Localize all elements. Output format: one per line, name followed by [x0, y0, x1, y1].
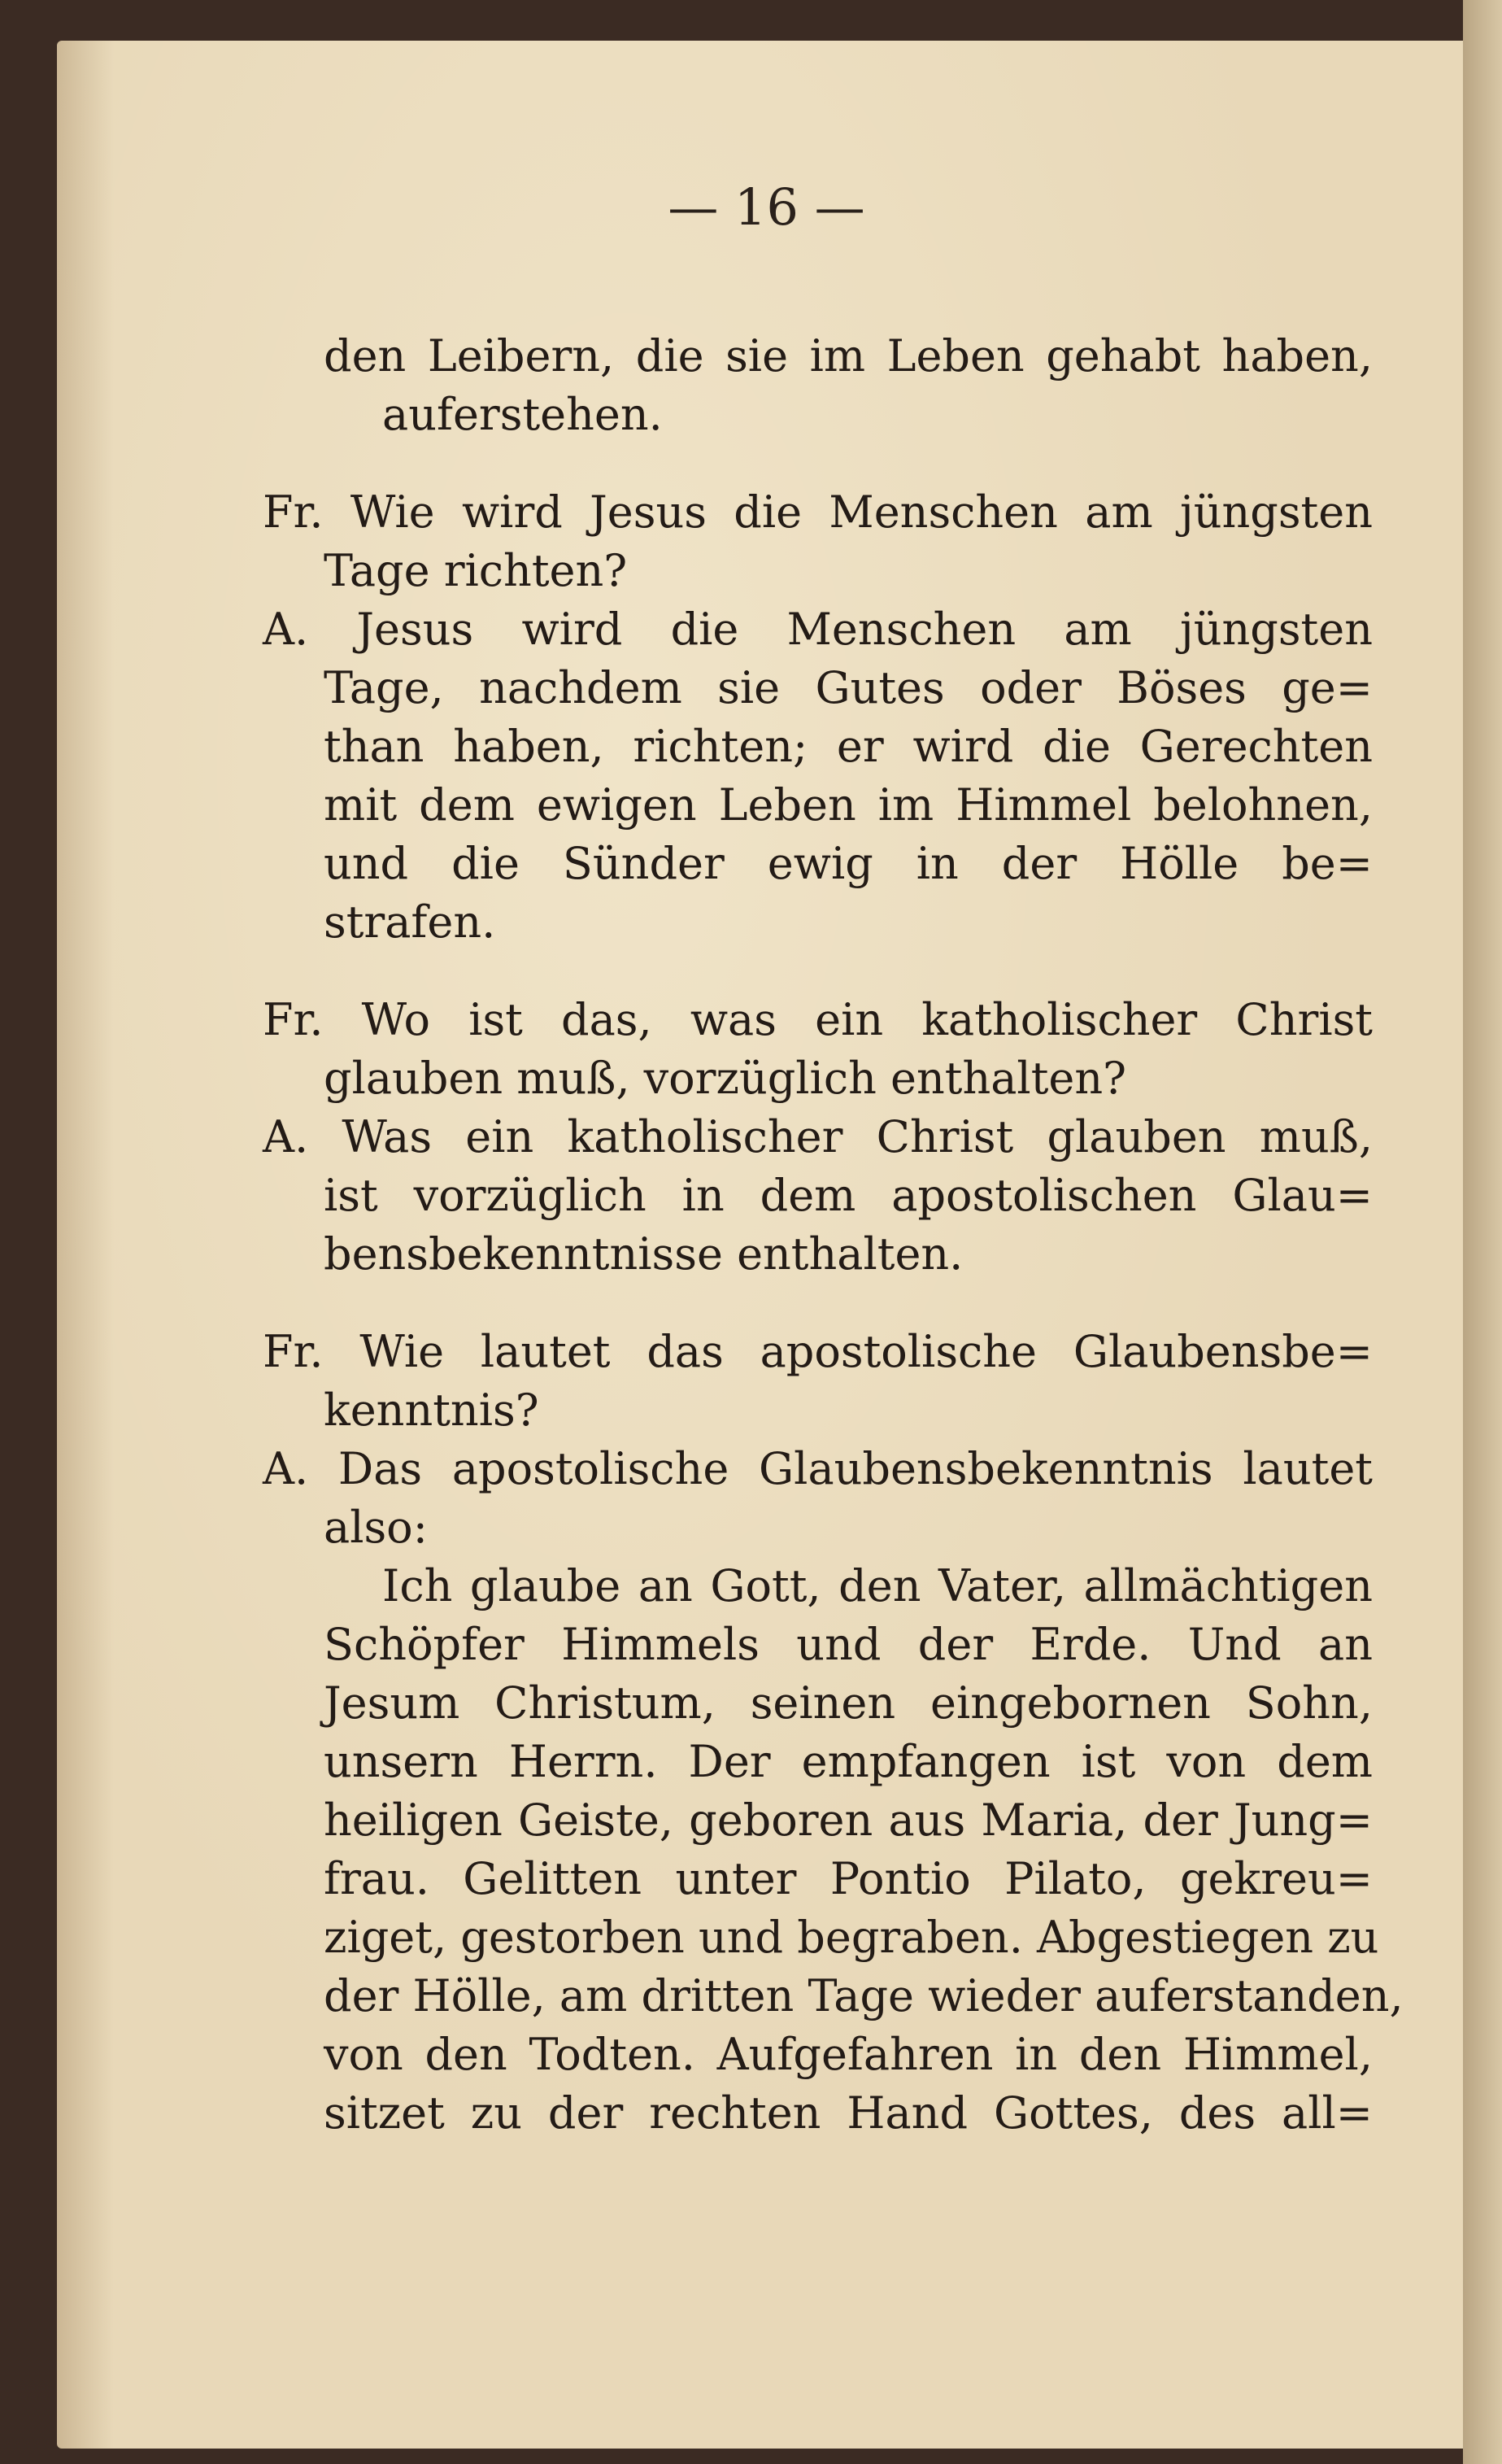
text-line: strafen. [324, 896, 496, 948]
creed-line: Schöpfer Himmels und der Erde. Und an [324, 1619, 1373, 1670]
creed-line: frau. Gelitten unter Pontio Pilato, gekreu= [324, 1853, 1373, 1904]
creed-line: Jesum Christum, seinen eingebornen Sohn, [324, 1677, 1373, 1729]
text-line: den Leibern, die sie im Leben gehabt haben, [324, 330, 1373, 382]
text-line: und die Sünder ewig in der Hölle be= [324, 838, 1373, 889]
creed-line: sitzet zu der rechten Hand Gottes, des all= [324, 2087, 1373, 2139]
creed-line: von den Todten. Aufgefahren in den Himmel, [324, 2029, 1373, 2080]
paragraph-gap [324, 1284, 1373, 1323]
text-line: mit dem ewigen Leben im Himmel belohnen, [324, 779, 1373, 831]
paragraph-gap [324, 952, 1373, 991]
adjacent-page-edge [1463, 0, 1502, 2464]
text-line: than haben, richten; er wird die Gerechten [324, 721, 1373, 772]
creed-line: heiligen Geiste, geboren aus Maria, der Jung= [324, 1795, 1373, 1846]
text-line: bensbekenntnisse enthalten. [324, 1228, 964, 1280]
creed-line: der Hölle, am dritten Tage wieder auferstanden, [324, 1970, 1404, 2021]
answer-line: A. Jesus wird die Menschen am jüngsten [263, 604, 1373, 655]
text-line: Tage richten? [324, 545, 628, 596]
text-line: kenntnis? [324, 1385, 539, 1436]
text-line: ist vorzüglich in dem apostolischen Glau= [324, 1170, 1373, 1221]
text-line: also: [324, 1502, 428, 1553]
text-line: auferstehen. [382, 389, 663, 440]
creed-line: ziget, gestorben und begraben. Abgestiegen zu [324, 1912, 1379, 1963]
creed-line: unsern Herrn. Der empfangen ist von dem [324, 1736, 1373, 1787]
page-text [263, 327, 1404, 2143]
paragraph-gap [324, 444, 1373, 483]
answer-line: A. Das apostolische Glaubensbekenntnis lautet [263, 1443, 1373, 1494]
page-number: — 16 — [668, 177, 865, 237]
question-line: Fr. Wo ist das, was ein katholischer Christ [263, 994, 1373, 1045]
question-line: Fr. Wie lautet das apostolische Glaubensbe= [263, 1326, 1373, 1377]
text-line: glauben muß, vorzüglich enthalten? [324, 1053, 1127, 1104]
text-line: Tage, nachdem sie Gutes oder Böses ge= [324, 662, 1373, 713]
question-line: Fr. Wie wird Jesus die Menschen am jüngsten [263, 486, 1373, 538]
book-page [57, 41, 1476, 2449]
creed-line: Ich glaube an Gott, den Vater, allmächtigen [382, 1560, 1373, 1611]
answer-line: A. Was ein katholischer Christ glauben muß, [263, 1111, 1373, 1162]
